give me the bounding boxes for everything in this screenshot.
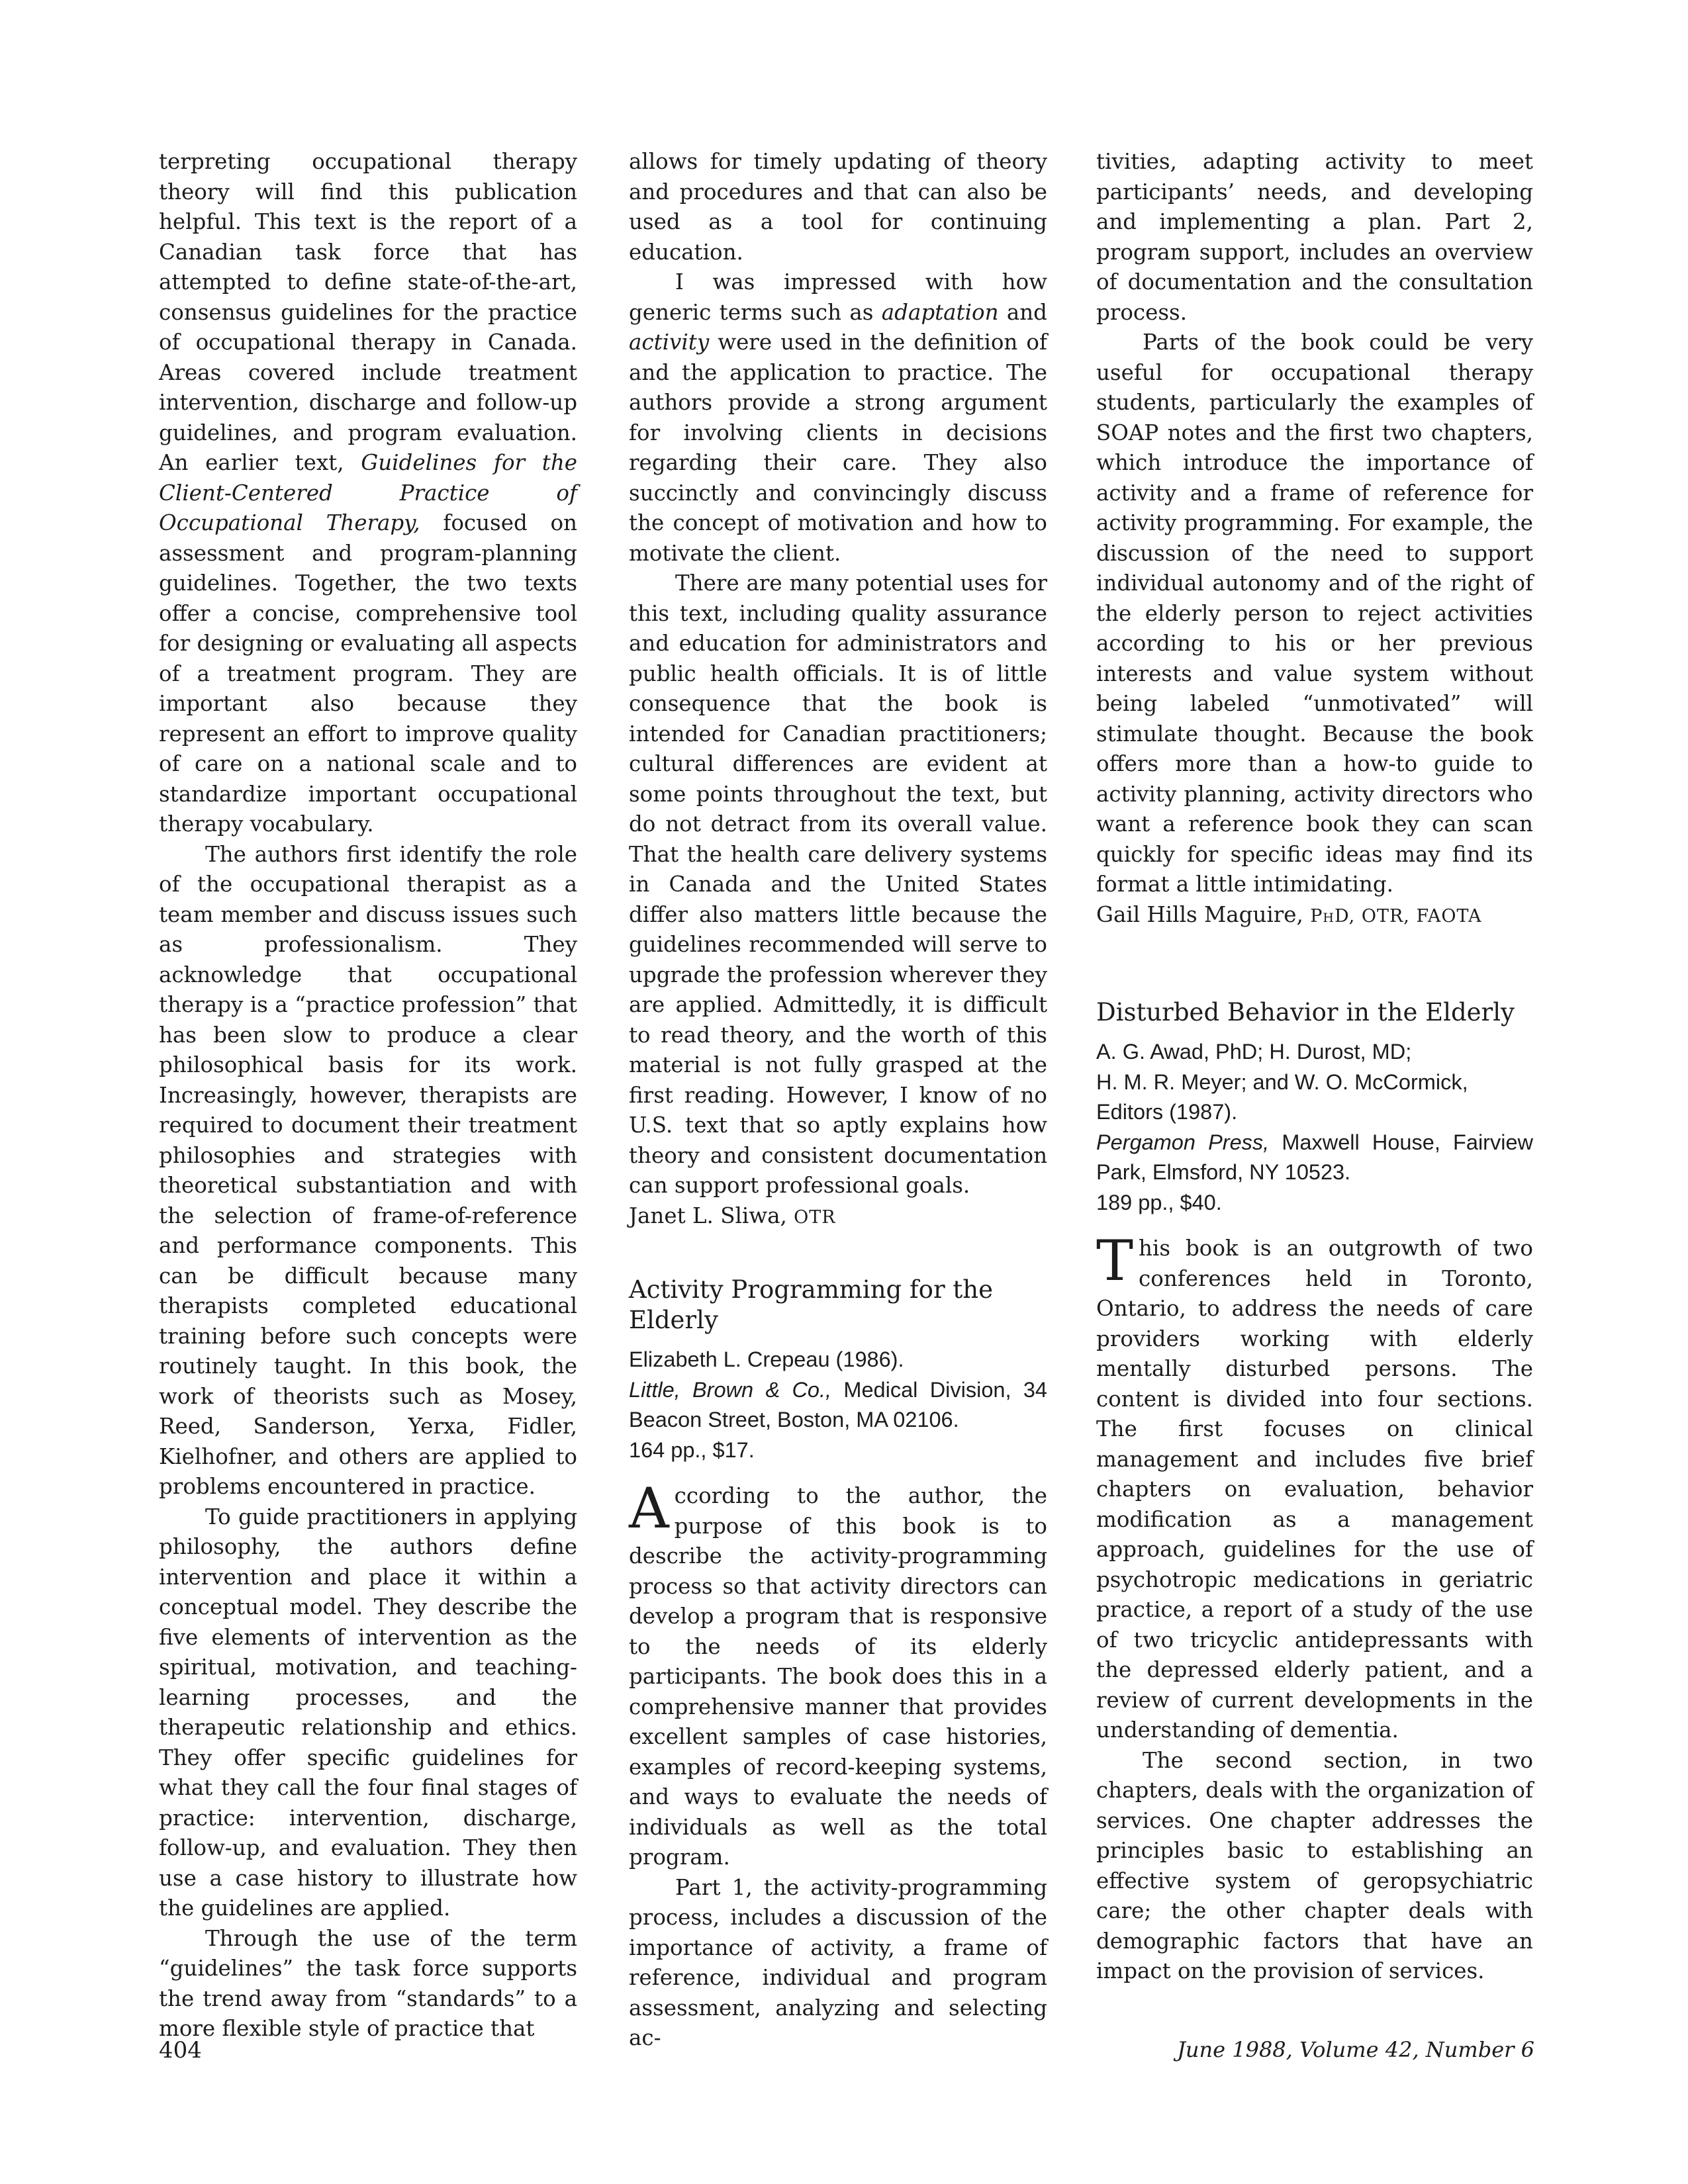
paragraph: I was impressed with how generic terms such as adaptation and activity were used in the definition of and the application to practice. The authors provide a strong argument for involving clients in decisions regarding their care. They also succinctly and convincingly discuss the concept of motivation and how to motivate the client. — [629, 269, 1047, 566]
book-author: Elizabeth L. Crepeau (1986). — [629, 1347, 904, 1371]
book-price: 164 pp., $17. — [629, 1437, 755, 1462]
review-title: Activity Programming for the Elderly — [629, 1275, 993, 1334]
paragraph: Parts of the book could be very useful for occupational therapy students, particularly the examples of SOAP notes and the first two chapters, which introduce the importance of activity and a frame of reference for activity programming. For example, the discussion of the need to support individual autonomy and of the right of the elderly person to reject activities according to his or her previous interests and value system without being labeled “unmotivated” will stimulate thought. Because the book offers more than a how-to guide to activity planning, activity directors who want a reference book they can scan quickly for specific ideas may find its format a little intimidating. — [1096, 330, 1533, 897]
reviewer-signature: Gail Hills Maguire, PhD, OTR, FAOTA — [1096, 901, 1482, 927]
book-price: 189 pp., $40. — [1096, 1190, 1222, 1214]
column-3 — [1096, 147, 1533, 1987]
book-authors: A. G. Awad, PhD; H. Durost, MD; — [1096, 1040, 1412, 1064]
reviewer-signature: Janet L. Sliwa, OTR — [629, 1203, 836, 1228]
drop-cap: T — [1096, 1228, 1134, 1293]
drop-cap: A — [629, 1476, 669, 1541]
book-authors: Editors (1987). — [1096, 1100, 1238, 1124]
paragraph: Through the use of the term “guidelines” the task force supports the trend away from “standards” to a more flexible style of practice that — [159, 1925, 577, 2041]
paragraph: According to the author, the purpose of this book is to describe the activity-programming process so that activity directors can develop a program that is responsive to the needs of its elderly participants. The book does this in a comprehensive manner that provides excellent samples of case histories, examples of record-keeping systems, and ways to evaluate the needs of individuals as well as the total program. — [629, 1476, 1047, 1870]
column-1 — [159, 147, 577, 2044]
paragraph: tivities, adapting activity to meet participants’ needs, and developing and implementing a plan. Part 2, program support, includes an overview of documentation and the consultation process. — [1096, 149, 1533, 325]
issue-info: June 1988, Volume 42, Number 6 — [1177, 2037, 1534, 2062]
column-2 — [629, 147, 1047, 2054]
paragraph: Part 1, the activity-programming process, includes a discussion of the importance of activity, a frame of reference, individual and program assessment, analyzing and selecting ac- — [629, 1874, 1047, 2050]
paragraph: The authors first identify the role of the occupational therapist as a team member and discuss issues such as professionalism. They acknowledge that occupational therapy is a “practice profession” that has been slow to produce a clear philosophical basis for its work. Increasingly, however, therapists are required to document their treatment philosophies and strategies with theoretical substantiation and with the selection of frame-of-reference and performance components. This can be difficult because many therapists completed educational training before such concepts were routinely taught. In this book, the work of theorists such as Mosey, Reed, Sanderson, Yerxa, Fidler, Kielhofner, and others are applied to problems encountered in practice. — [159, 841, 577, 1499]
book-publisher: Little, Brown & Co., Medical Division, 34 Beacon Street, Boston, MA 02106. — [629, 1377, 1047, 1432]
book-authors: H. M. R. Meyer; and W. O. McCormick, — [1096, 1069, 1468, 1094]
page-number: 404 — [159, 2037, 202, 2064]
review-title: Disturbed Behavior in the Elderly — [1096, 998, 1515, 1026]
paragraph: This book is an outgrowth of two conferences held in Toronto, Ontario, to address the needs of care providers working with elderly mentally disturbed persons. The content is divided into four sections. The first focuses on clinical management and includes five brief chapters on evaluation, behavior modification as a management approach, guidelines for the use of psychotropic medications in geriatric practice, a report of a study of the use of two tricyclic antidepressants with the depressed elderly patient, and a review of current developments in the understanding of dementia. — [1096, 1228, 1533, 1743]
paragraph: allows for timely updating of theory and procedures and that can also be used as a tool for continuing education. — [629, 149, 1047, 265]
book-title-italic: Guidelines for the Client-Centered Practice of Occupational Therapy, — [159, 450, 577, 535]
paragraph: The second section, in two chapters, deals with the organization of services. One chapter addresses the principles basic to establishing an effective system of geropsychiatric care; the other chapter deals with demographic factors that have an impact on the provision of services. — [1096, 1747, 1533, 1983]
paragraph: There are many potential uses for this text, including quality assurance and education for administrators and public health officials. It is of little consequence that the book is intended for Canadian practitioners; cultural differences are evident at some points throughout the text, but do not detract from its overall value. That the health care delivery systems in Canada and the United States differ also matters little because the guidelines recommended will serve to upgrade the profession wherever they are applied. Admittedly, it is difficult to read theory, and the worth of this material is not fully grasped at the first reading. However, I know of no U.S. text that so aptly explains how theory and consistent documentation can support professional goals. — [629, 570, 1047, 1198]
paragraph: To guide practitioners in applying philosophy, the authors define intervention and place it within a conceptual model. They describe the five elements of intervention as the spiritual, motivation, and teaching-learning processes, and the therapeutic relationship and ethics. They offer specific guidelines for what they call the four final stages of practice: intervention, discharge, follow-up, and evaluation. They then use a case history to illustrate how the guidelines are applied. — [159, 1504, 577, 1921]
book-publisher: Pergamon Press, Maxwell House, Fairview Park, Elmsford, NY 10523. — [1096, 1130, 1533, 1184]
paragraph: terpreting occupational therapy theory will find this publication helpful. This text is the report of a Canadian task force that has attempted to define state-of-the-art, consensus guidelines for the practice of occupational therapy in Canada. Areas covered include treatment intervention, discharge and follow-up guidelines, and program evaluation. An earlier text, Guidelines for the Client-Centered Practice of Occupational Therapy, focused on assessment and program-planning guidelines. Together, the two texts offer a concise, comprehensive tool for designing or evaluating all aspects of a treatment program. They are important also because they represent an effort to improve quality of care on a national scale and to standardize important occupational therapy vocabulary. — [159, 149, 577, 837]
